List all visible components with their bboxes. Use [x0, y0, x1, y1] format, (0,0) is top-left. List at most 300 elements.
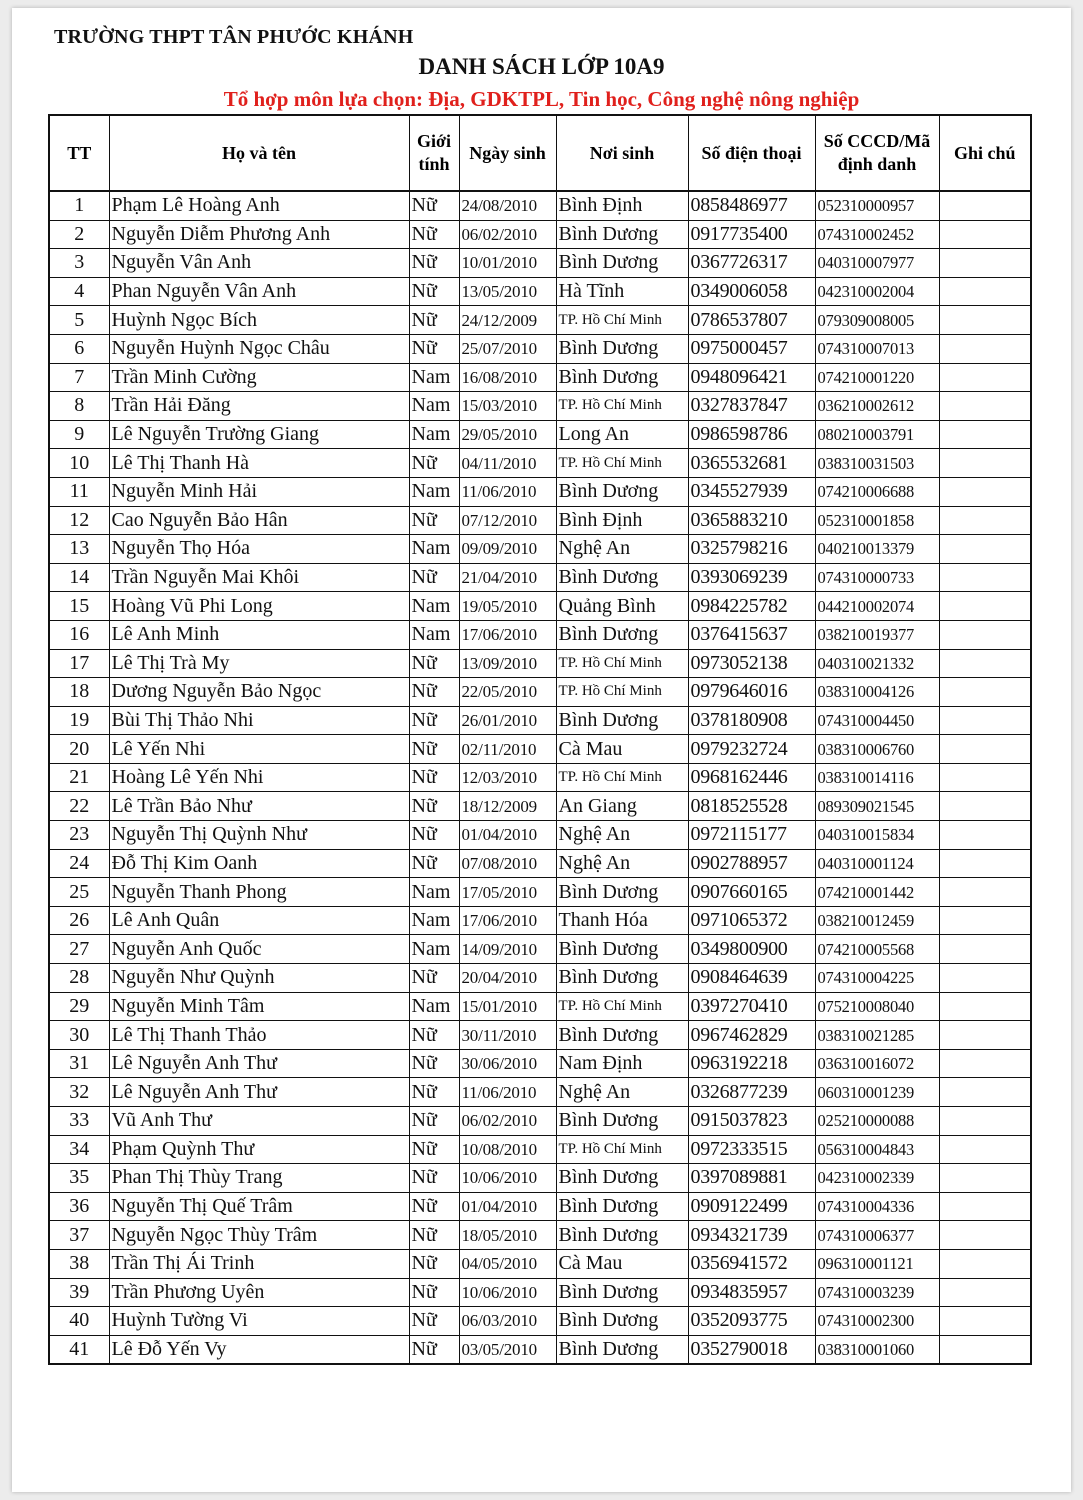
cell-phone: 0352790018	[688, 1335, 815, 1364]
table-row	[49, 306, 1031, 335]
cell-name: Trần Thị Ái Trinh	[109, 1249, 409, 1278]
cell-phone: 0915037823	[688, 1107, 815, 1136]
cell-birthplace: TP. Hồ Chí Minh	[556, 306, 688, 335]
cell-name: Trần Phương Uyên	[109, 1278, 409, 1307]
cell-gender: Nữ	[409, 792, 459, 821]
cell-id: 074210005568	[815, 935, 939, 964]
cell-birthplace: Bình Dương	[556, 334, 688, 363]
cell-tt: 20	[49, 735, 109, 764]
cell-id: 036310016072	[815, 1049, 939, 1078]
cell-phone: 0909122499	[688, 1192, 815, 1221]
cell-name: Huỳnh Tường Vi	[109, 1307, 409, 1336]
cell-birthplace: TP. Hồ Chí Minh	[556, 678, 688, 707]
cell-birthplace: Bình Dương	[556, 1278, 688, 1307]
cell-name: Lê Đỗ Yến Vy	[109, 1335, 409, 1364]
table-row	[49, 477, 1031, 506]
cell-gender: Nữ	[409, 821, 459, 850]
cell-id: 042310002339	[815, 1164, 939, 1193]
header-id: Số CCCD/Mã định danh	[815, 115, 939, 191]
cell-birthplace: TP. Hồ Chí Minh	[556, 1135, 688, 1164]
cell-dob: 21/04/2010	[459, 563, 556, 592]
cell-dob: 09/09/2010	[459, 535, 556, 564]
cell-gender: Nữ	[409, 678, 459, 707]
cell-dob: 03/05/2010	[459, 1335, 556, 1364]
cell-birthplace: Nghệ An	[556, 849, 688, 878]
cell-dob: 17/06/2010	[459, 620, 556, 649]
cell-gender: Nữ	[409, 563, 459, 592]
header-name: Họ và tên	[109, 115, 409, 191]
cell-dob: 13/09/2010	[459, 649, 556, 678]
table-row	[49, 449, 1031, 478]
table-row	[49, 992, 1031, 1021]
table-row	[49, 1278, 1031, 1307]
cell-gender: Nam	[409, 420, 459, 449]
header-gender: Giới tính	[409, 115, 459, 191]
cell-name: Dương Nguyễn Bảo Ngọc	[109, 678, 409, 707]
cell-name: Nguyễn Diễm Phương Anh	[109, 220, 409, 249]
cell-gender: Nữ	[409, 849, 459, 878]
table-row	[49, 935, 1031, 964]
cell-gender: Nữ	[409, 249, 459, 278]
cell-birthplace: Nam Định	[556, 1049, 688, 1078]
cell-gender: Nữ	[409, 649, 459, 678]
cell-phone: 0786537807	[688, 306, 815, 335]
cell-name: Lê Thị Thanh Hà	[109, 449, 409, 478]
cell-name: Lê Yến Nhi	[109, 735, 409, 764]
table-row	[49, 506, 1031, 535]
table-header-row	[49, 115, 1031, 191]
table-row	[49, 334, 1031, 363]
cell-id: 038310006760	[815, 735, 939, 764]
cell-birthplace: Bình Dương	[556, 1335, 688, 1364]
cell-dob: 30/06/2010	[459, 1049, 556, 1078]
cell-gender: Nữ	[409, 1307, 459, 1336]
cell-birthplace: Nghệ An	[556, 821, 688, 850]
cell-gender: Nữ	[409, 1135, 459, 1164]
table-row	[49, 906, 1031, 935]
cell-tt: 33	[49, 1107, 109, 1136]
table-row	[49, 706, 1031, 735]
table-row	[49, 849, 1031, 878]
cell-id: 074310004225	[815, 964, 939, 993]
cell-note	[939, 220, 1031, 249]
cell-id: 056310004843	[815, 1135, 939, 1164]
cell-phone: 0393069239	[688, 563, 815, 592]
cell-gender: Nữ	[409, 735, 459, 764]
cell-note	[939, 563, 1031, 592]
cell-gender: Nam	[409, 363, 459, 392]
cell-name: Trần Nguyễn Mai Khôi	[109, 563, 409, 592]
cell-birthplace: TP. Hồ Chí Minh	[556, 649, 688, 678]
cell-tt: 9	[49, 420, 109, 449]
cell-note	[939, 906, 1031, 935]
cell-tt: 10	[49, 449, 109, 478]
table-row	[49, 1221, 1031, 1250]
table-row	[49, 420, 1031, 449]
cell-birthplace: Cà Mau	[556, 1249, 688, 1278]
cell-tt: 2	[49, 220, 109, 249]
cell-birthplace: Long An	[556, 420, 688, 449]
cell-id: 038310031503	[815, 449, 939, 478]
cell-name: Nguyễn Minh Hải	[109, 477, 409, 506]
cell-tt: 14	[49, 563, 109, 592]
cell-dob: 25/07/2010	[459, 334, 556, 363]
cell-note	[939, 277, 1031, 306]
cell-dob: 04/05/2010	[459, 1249, 556, 1278]
cell-gender: Nữ	[409, 506, 459, 535]
cell-gender: Nữ	[409, 334, 459, 363]
table-row	[49, 1307, 1031, 1336]
cell-id: 052310000957	[815, 191, 939, 220]
cell-name: Lê Thị Thanh Thảo	[109, 1021, 409, 1050]
cell-gender: Nữ	[409, 763, 459, 792]
cell-birthplace: Bình Dương	[556, 220, 688, 249]
table-row	[49, 964, 1031, 993]
cell-phone: 0968162446	[688, 763, 815, 792]
cell-name: Trần Hải Đăng	[109, 392, 409, 421]
cell-tt: 5	[49, 306, 109, 335]
cell-name: Bùi Thị Thảo Nhi	[109, 706, 409, 735]
cell-tt: 37	[49, 1221, 109, 1250]
cell-name: Lê Nguyễn Anh Thư	[109, 1049, 409, 1078]
cell-note	[939, 477, 1031, 506]
cell-tt: 1	[49, 191, 109, 220]
cell-dob: 02/11/2010	[459, 735, 556, 764]
table-row	[49, 1107, 1031, 1136]
cell-gender: Nữ	[409, 706, 459, 735]
cell-note	[939, 306, 1031, 335]
cell-tt: 22	[49, 792, 109, 821]
cell-dob: 14/09/2010	[459, 935, 556, 964]
cell-gender: Nữ	[409, 1249, 459, 1278]
cell-id: 074310007013	[815, 334, 939, 363]
cell-id: 040310001124	[815, 849, 939, 878]
cell-name: Trần Minh Cường	[109, 363, 409, 392]
cell-id: 042310002004	[815, 277, 939, 306]
cell-phone: 0973052138	[688, 649, 815, 678]
table-row	[49, 191, 1031, 220]
cell-id: 036210002612	[815, 392, 939, 421]
cell-gender: Nam	[409, 992, 459, 1021]
cell-name: Phạm Quỳnh Thư	[109, 1135, 409, 1164]
cell-phone: 0365532681	[688, 449, 815, 478]
cell-dob: 24/12/2009	[459, 306, 556, 335]
cell-id: 074210001220	[815, 363, 939, 392]
cell-birthplace: Bình Dương	[556, 964, 688, 993]
cell-dob: 06/02/2010	[459, 220, 556, 249]
cell-gender: Nam	[409, 535, 459, 564]
cell-birthplace: Nghệ An	[556, 1078, 688, 1107]
cell-birthplace: Hà Tĩnh	[556, 277, 688, 306]
class-list-table	[48, 114, 1032, 1365]
cell-gender: Nữ	[409, 1335, 459, 1364]
cell-phone: 0902788957	[688, 849, 815, 878]
cell-tt: 28	[49, 964, 109, 993]
cell-note	[939, 1221, 1031, 1250]
subject-combination: Tổ hợp môn lựa chọn: Địa, GDKTPL, Tin học, Công nghệ nông nghiệp	[223, 87, 860, 111]
school-name: TRƯỜNG THPT TÂN PHƯỚC KHÁNH	[54, 26, 414, 48]
table-row	[49, 1078, 1031, 1107]
cell-birthplace: Cà Mau	[556, 735, 688, 764]
cell-phone: 0397089881	[688, 1164, 815, 1193]
cell-tt: 13	[49, 535, 109, 564]
header-birthplace: Nơi sinh	[556, 115, 688, 191]
cell-phone: 0972333515	[688, 1135, 815, 1164]
cell-phone: 0367726317	[688, 249, 815, 278]
cell-tt: 8	[49, 392, 109, 421]
cell-name: Đỗ Thị Kim Oanh	[109, 849, 409, 878]
cell-dob: 07/12/2010	[459, 506, 556, 535]
cell-note	[939, 363, 1031, 392]
cell-tt: 15	[49, 592, 109, 621]
cell-note	[939, 1164, 1031, 1193]
cell-birthplace: Quảng Bình	[556, 592, 688, 621]
cell-phone: 0327837847	[688, 392, 815, 421]
header-note: Ghi chú	[939, 115, 1031, 191]
cell-note	[939, 878, 1031, 907]
cell-id: 074310004450	[815, 706, 939, 735]
cell-tt: 41	[49, 1335, 109, 1364]
cell-dob: 10/06/2010	[459, 1164, 556, 1193]
cell-name: Nguyễn Thị Quỳnh Như	[109, 821, 409, 850]
cell-tt: 4	[49, 277, 109, 306]
cell-note	[939, 678, 1031, 707]
cell-tt: 6	[49, 334, 109, 363]
cell-note	[939, 735, 1031, 764]
cell-phone: 0858486977	[688, 191, 815, 220]
cell-birthplace: Bình Dương	[556, 878, 688, 907]
cell-birthplace: TP. Hồ Chí Minh	[556, 392, 688, 421]
cell-id: 074210001442	[815, 878, 939, 907]
table-row	[49, 1335, 1031, 1364]
header-dob: Ngày sinh	[459, 115, 556, 191]
cell-dob: 06/02/2010	[459, 1107, 556, 1136]
cell-note	[939, 964, 1031, 993]
cell-dob: 20/04/2010	[459, 964, 556, 993]
cell-note	[939, 792, 1031, 821]
cell-id: 089309021545	[815, 792, 939, 821]
cell-phone: 0356941572	[688, 1249, 815, 1278]
cell-birthplace: Bình Dương	[556, 1164, 688, 1193]
cell-dob: 15/01/2010	[459, 992, 556, 1021]
cell-gender: Nữ	[409, 1078, 459, 1107]
cell-name: Nguyễn Ngọc Thùy Trâm	[109, 1221, 409, 1250]
cell-dob: 10/06/2010	[459, 1278, 556, 1307]
cell-name: Cao Nguyễn Bảo Hân	[109, 506, 409, 535]
cell-note	[939, 334, 1031, 363]
cell-birthplace: Bình Dương	[556, 1307, 688, 1336]
cell-tt: 36	[49, 1192, 109, 1221]
cell-note	[939, 620, 1031, 649]
cell-name: Nguyễn Thị Quế Trâm	[109, 1192, 409, 1221]
cell-tt: 3	[49, 249, 109, 278]
cell-note	[939, 249, 1031, 278]
cell-birthplace: Bình Dương	[556, 563, 688, 592]
table-row	[49, 1021, 1031, 1050]
cell-phone: 0917735400	[688, 220, 815, 249]
cell-note	[939, 821, 1031, 850]
table-row	[49, 535, 1031, 564]
cell-name: Nguyễn Minh Tâm	[109, 992, 409, 1021]
cell-note	[939, 1307, 1031, 1336]
cell-note	[939, 1021, 1031, 1050]
cell-dob: 15/03/2010	[459, 392, 556, 421]
cell-id: 080210003791	[815, 420, 939, 449]
table-row	[49, 563, 1031, 592]
cell-phone: 0948096421	[688, 363, 815, 392]
cell-name: Nguyễn Như Quỳnh	[109, 964, 409, 993]
cell-phone: 0907660165	[688, 878, 815, 907]
cell-id: 060310001239	[815, 1078, 939, 1107]
cell-dob: 16/08/2010	[459, 363, 556, 392]
cell-gender: Nam	[409, 935, 459, 964]
cell-birthplace: Bình Dương	[556, 477, 688, 506]
cell-dob: 29/05/2010	[459, 420, 556, 449]
cell-name: Lê Trần Bảo Như	[109, 792, 409, 821]
table-row	[49, 1049, 1031, 1078]
cell-note	[939, 706, 1031, 735]
cell-note	[939, 420, 1031, 449]
cell-id: 074310002300	[815, 1307, 939, 1336]
cell-phone: 0975000457	[688, 334, 815, 363]
cell-birthplace: Bình Dương	[556, 935, 688, 964]
cell-id: 074310000733	[815, 563, 939, 592]
cell-dob: 04/11/2010	[459, 449, 556, 478]
cell-gender: Nữ	[409, 1278, 459, 1307]
cell-name: Nguyễn Thọ Hóa	[109, 535, 409, 564]
cell-gender: Nam	[409, 906, 459, 935]
cell-birthplace: Bình Định	[556, 191, 688, 220]
cell-note	[939, 1249, 1031, 1278]
cell-gender: Nam	[409, 592, 459, 621]
cell-gender: Nữ	[409, 1107, 459, 1136]
cell-phone: 0972115177	[688, 821, 815, 850]
cell-id: 025210000088	[815, 1107, 939, 1136]
cell-tt: 19	[49, 706, 109, 735]
cell-id: 040210013379	[815, 535, 939, 564]
cell-birthplace: Bình Định	[556, 506, 688, 535]
cell-note	[939, 935, 1031, 964]
cell-phone: 0397270410	[688, 992, 815, 1021]
cell-name: Vũ Anh Thư	[109, 1107, 409, 1136]
page-title: DANH SÁCH LỚP 10A9	[418, 54, 665, 79]
cell-dob: 18/05/2010	[459, 1221, 556, 1250]
cell-note	[939, 592, 1031, 621]
cell-phone: 0325798216	[688, 535, 815, 564]
cell-birthplace: TP. Hồ Chí Minh	[556, 449, 688, 478]
cell-note	[939, 506, 1031, 535]
cell-tt: 18	[49, 678, 109, 707]
table-row	[49, 821, 1031, 850]
cell-dob: 07/08/2010	[459, 849, 556, 878]
cell-gender: Nữ	[409, 964, 459, 993]
cell-id: 074210006688	[815, 477, 939, 506]
cell-id: 074310006377	[815, 1221, 939, 1250]
cell-phone: 0818525528	[688, 792, 815, 821]
cell-id: 040310007977	[815, 249, 939, 278]
cell-tt: 11	[49, 477, 109, 506]
table-row	[49, 1164, 1031, 1193]
cell-phone: 0967462829	[688, 1021, 815, 1050]
cell-id: 040310015834	[815, 821, 939, 850]
table-body	[49, 191, 1031, 1364]
cell-tt: 23	[49, 821, 109, 850]
cell-birthplace: Bình Dương	[556, 620, 688, 649]
cell-tt: 12	[49, 506, 109, 535]
cell-note	[939, 1192, 1031, 1221]
cell-id: 044210002074	[815, 592, 939, 621]
cell-id: 074310004336	[815, 1192, 939, 1221]
cell-tt: 30	[49, 1021, 109, 1050]
cell-birthplace: Bình Dương	[556, 706, 688, 735]
table-row	[49, 735, 1031, 764]
cell-tt: 29	[49, 992, 109, 1021]
cell-birthplace: TP. Hồ Chí Minh	[556, 992, 688, 1021]
table-row	[49, 363, 1031, 392]
table-row	[49, 678, 1031, 707]
cell-note	[939, 649, 1031, 678]
cell-phone: 0349006058	[688, 277, 815, 306]
table-row	[49, 1249, 1031, 1278]
cell-gender: Nữ	[409, 1221, 459, 1250]
cell-name: Nguyễn Vân Anh	[109, 249, 409, 278]
cell-phone: 0365883210	[688, 506, 815, 535]
cell-gender: Nam	[409, 477, 459, 506]
cell-birthplace: Bình Dương	[556, 1021, 688, 1050]
cell-tt: 39	[49, 1278, 109, 1307]
cell-note	[939, 392, 1031, 421]
header-phone: Số điện thoại	[688, 115, 815, 191]
cell-tt: 35	[49, 1164, 109, 1193]
cell-name: Lê Thị Trà My	[109, 649, 409, 678]
cell-phone: 0979232724	[688, 735, 815, 764]
cell-dob: 24/08/2010	[459, 191, 556, 220]
cell-phone: 0963192218	[688, 1049, 815, 1078]
cell-name: Nguyễn Thanh Phong	[109, 878, 409, 907]
cell-tt: 26	[49, 906, 109, 935]
cell-name: Phạm Lê Hoàng Anh	[109, 191, 409, 220]
cell-birthplace: An Giang	[556, 792, 688, 821]
cell-birthplace: Bình Dương	[556, 1192, 688, 1221]
cell-dob: 30/11/2010	[459, 1021, 556, 1050]
cell-note	[939, 992, 1031, 1021]
table-row	[49, 592, 1031, 621]
cell-note	[939, 191, 1031, 220]
cell-birthplace: TP. Hồ Chí Minh	[556, 763, 688, 792]
cell-birthplace: Bình Dương	[556, 1107, 688, 1136]
cell-dob: 11/06/2010	[459, 1078, 556, 1107]
cell-note	[939, 449, 1031, 478]
cell-id: 038310004126	[815, 678, 939, 707]
table-row	[49, 620, 1031, 649]
cell-dob: 01/04/2010	[459, 821, 556, 850]
header-tt: TT	[49, 115, 109, 191]
cell-name: Nguyễn Huỳnh Ngọc Châu	[109, 334, 409, 363]
cell-gender: Nam	[409, 878, 459, 907]
cell-note	[939, 1049, 1031, 1078]
cell-dob: 26/01/2010	[459, 706, 556, 735]
cell-name: Hoàng Lê Yến Nhi	[109, 763, 409, 792]
cell-id: 075210008040	[815, 992, 939, 1021]
cell-dob: 17/06/2010	[459, 906, 556, 935]
cell-phone: 0986598786	[688, 420, 815, 449]
cell-name: Lê Nguyễn Anh Thư	[109, 1078, 409, 1107]
cell-dob: 11/06/2010	[459, 477, 556, 506]
cell-note	[939, 1135, 1031, 1164]
document-page	[12, 8, 1071, 1492]
cell-tt: 16	[49, 620, 109, 649]
cell-birthplace: Nghệ An	[556, 535, 688, 564]
